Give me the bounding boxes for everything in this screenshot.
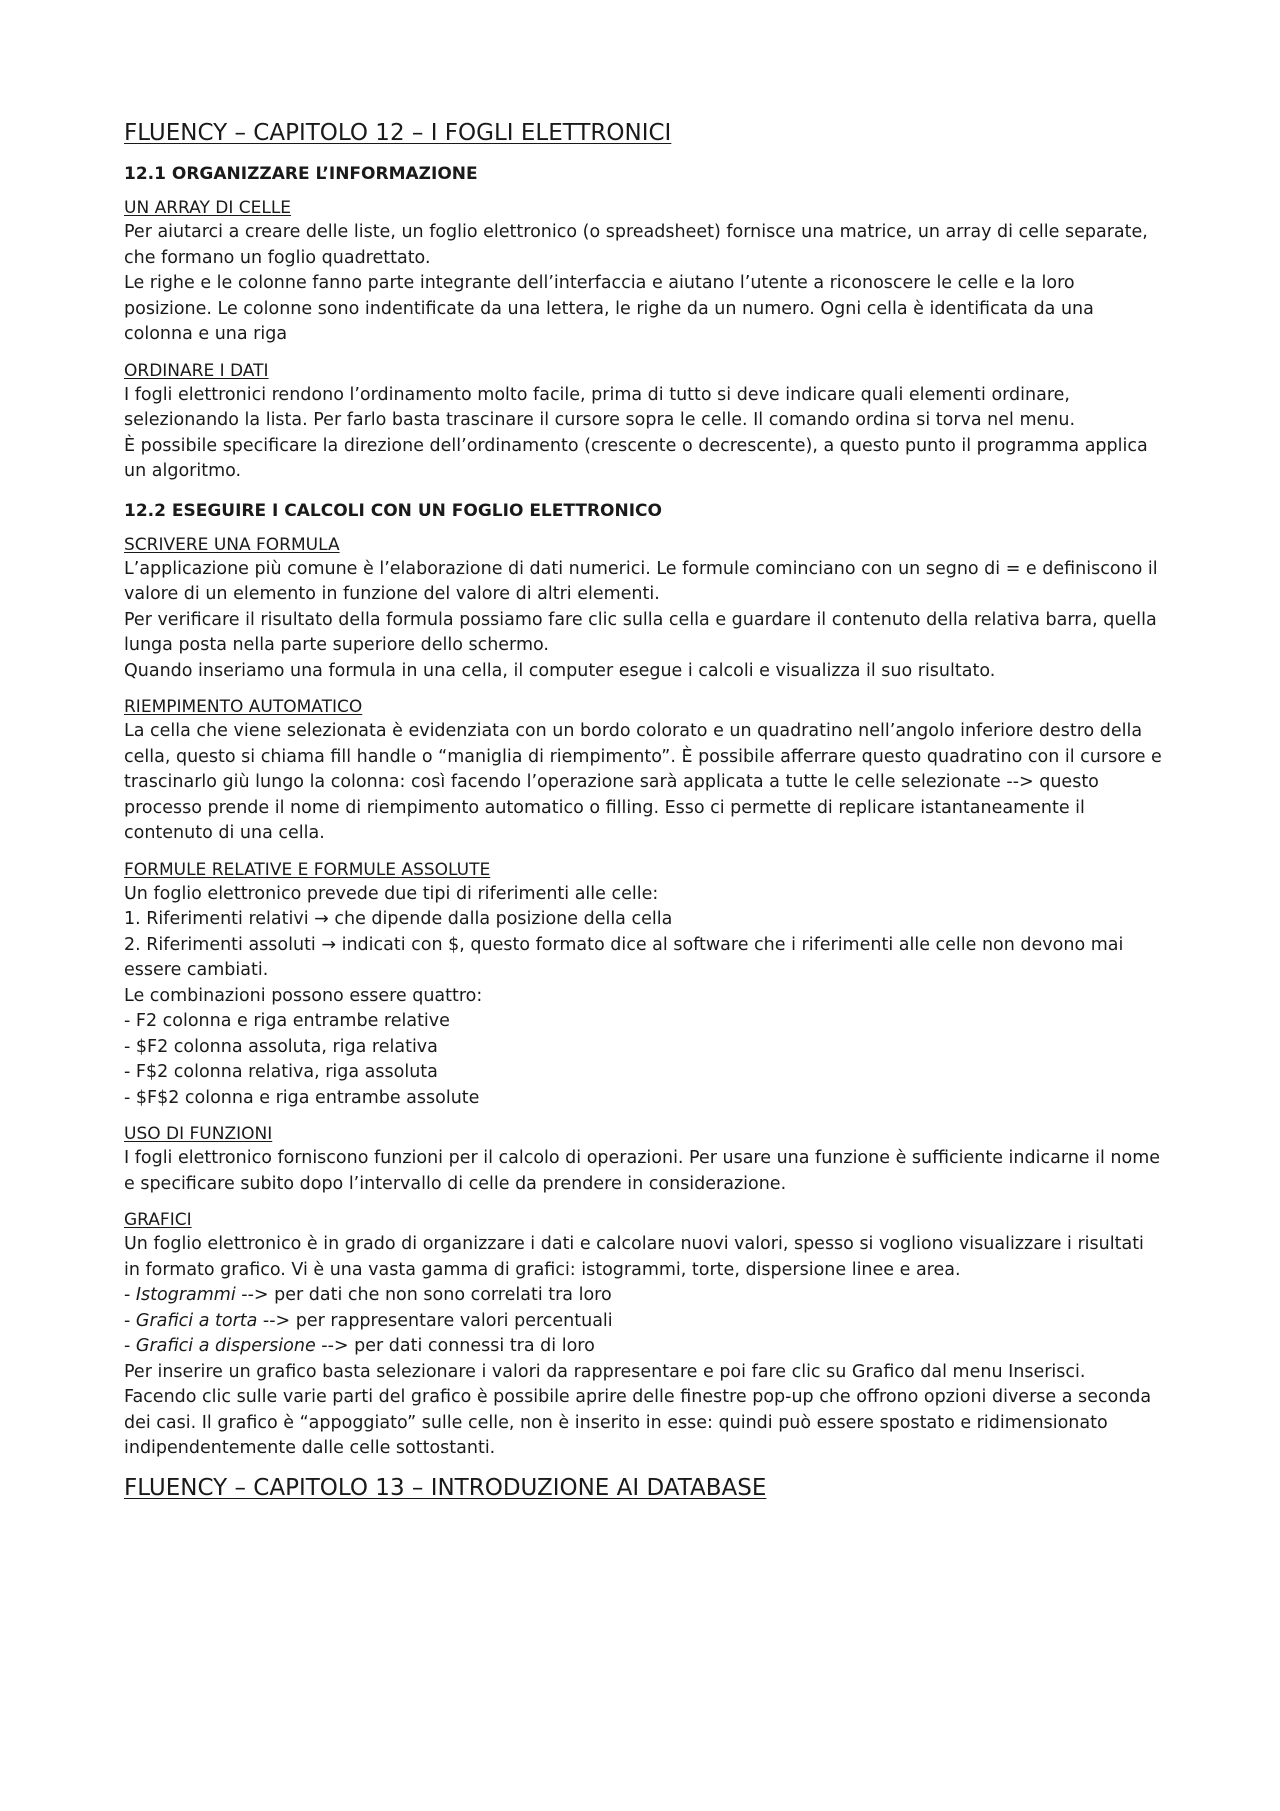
- charts-paragraph-2: Per inserire un grafico basta selezionare i valori da rappresentare e poi fare clic su Grafico dal menu Inserisci.: [124, 1361, 1086, 1382]
- relative-paragraph-2: 1. Riferimenti relativi → che dipende dalla posizione della cella: [124, 909, 673, 929]
- chapter-12-title: FLUENCY – CAPITOLO 12 – I FOGLI ELETTRONICI: [124, 120, 672, 146]
- charts-list-item-2: [124, 1309, 1164, 1335]
- section-12-2-title: 12.2 ESEGUIRE I CALCOLI CON UN FOGLIO ELETTRONICO: [124, 500, 662, 521]
- list-dash: -: [124, 1285, 136, 1305]
- functions-title: USO DI FUNZIONI: [124, 1124, 273, 1144]
- list-dash: -: [124, 1336, 136, 1356]
- relative-item-4: - $F$2 colonna e riga entrambe assolute: [124, 1087, 480, 1108]
- charts-list-item-3: [124, 1334, 1164, 1360]
- autofill-block: [124, 695, 1164, 847]
- relative-title: FORMULE RELATIVE E FORMULE ASSOLUTE: [124, 859, 491, 880]
- relative-paragraph-4: Le combinazioni possono essere quattro:: [124, 985, 483, 1006]
- formula-title: SCRIVERE UNA FORMULA: [124, 534, 340, 555]
- relative-paragraph-1: Un foglio elettronico prevede due tipi di riferimenti alle celle:: [124, 883, 659, 904]
- charts-paragraph-1: Un foglio elettronico è in grado di organizzare i dati e calcolare nuovi valori, spesso si vogliono visualizzare i risultati in formato grafico. Vi è una vasta gamma di grafici: istogrammi, torte, dispersione linee e area.: [124, 1234, 1144, 1280]
- chart-type-description: --> per dati che non sono correlati tra loro: [235, 1285, 612, 1305]
- array-block: [124, 196, 1164, 348]
- document-page: [124, 118, 1164, 1503]
- chart-type-description: --> per rappresentare valori percentuali: [257, 1310, 613, 1331]
- chart-type-term: Grafici a dispersione: [135, 1336, 316, 1356]
- charts-block: [124, 1208, 1164, 1462]
- sort-title: ORDINARE I DATI: [124, 360, 269, 381]
- chart-type-term: Grafici a torta: [135, 1310, 258, 1331]
- section-12-1-title: 12.1 ORGANIZZARE L’INFORMAZIONE: [124, 164, 478, 184]
- relative-paragraph-3: 2. Riferimenti assoluti → indicati con $, questo formato dice al software che i riferimenti alle celle non devono mai essere cambiati.: [124, 934, 1124, 980]
- autofill-paragraph: La cella che viene selezionata è evidenziata con un bordo colorato e un quadratino nell’angolo inferiore destro della cella, questo si chiama fill handle o “maniglia di riempimento”. È possibile afferrare questo quadratino con il cursore e trascinarlo giù lungo la colonna: così facendo l’operazione sarà applicata a tutte le celle selezionate --> questo processo prende il nome di riempimento automatico o filling. Esso ci permette di replicare istantaneamente il contenuto di una cella.: [124, 721, 1162, 843]
- formula-paragraph-2: Per verificare il risultato della formula possiamo fare clic sulla cella e guardare il contenuto della relativa barra, quella lunga posta nella parte superiore dello schermo.: [124, 609, 1157, 655]
- sort-paragraph-1: I fogli elettronici rendono l’ordinamento molto facile, prima di tutto si deve indicare quali elementi ordinare, selezionando la lista. Per farlo basta trascinare il cursore sopra le celle. Il comando ordina si torva nel menu.: [124, 384, 1076, 430]
- charts-title: GRAFICI: [124, 1210, 192, 1230]
- functions-paragraph: I fogli elettronico forniscono funzioni per il calcolo di operazioni. Per usare una funzione è sufficiente indicarne il nome e specificare subito dopo l’intervallo di celle da prendere in considerazione.: [124, 1148, 1161, 1194]
- chart-type-description: --> per dati connessi tra di loro: [315, 1336, 595, 1356]
- autofill-title: RIEMPIMENTO AUTOMATICO: [124, 697, 363, 717]
- array-paragraph-1: Per aiutarci a creare delle liste, un foglio elettronico (o spreadsheet) fornisce una matrice, un array di celle separate, che formano un foglio quadrettato.: [124, 222, 1148, 268]
- charts-paragraph-3: Facendo clic sulle varie parti del grafico è possibile aprire delle finestre pop-up che offrono opzioni diverse a seconda dei casi. Il grafico è “appoggiato” sulle celle, non è inserito in esse: quindi può essere spostato e ridimensionato indipendentemente dalle celle sottostanti.: [124, 1387, 1152, 1458]
- list-dash: -: [124, 1310, 136, 1331]
- formula-block: [124, 533, 1164, 685]
- formula-paragraph-1: L’applicazione più comune è l’elaborazione di dati numerici. Le formule cominciano con un segno di = e definiscono il valore di un elemento in funzione del valore di altri elementi.: [124, 558, 1158, 604]
- chart-type-term: Istogrammi: [135, 1285, 236, 1305]
- functions-block: [124, 1122, 1164, 1197]
- relative-block: [124, 858, 1164, 1112]
- array-title: UN ARRAY DI CELLE: [124, 198, 292, 218]
- formula-paragraph-3: Quando inseriamo una formula in una cella, il computer esegue i calcoli e visualizza il suo risultato.: [124, 660, 996, 681]
- relative-item-3: - F$2 colonna relativa, riga assoluta: [124, 1062, 438, 1082]
- sort-block: [124, 359, 1164, 485]
- relative-item-2: - $F2 colonna assoluta, riga relativa: [124, 1036, 438, 1057]
- relative-item-1: - F2 colonna e riga entrambe relative: [124, 1011, 450, 1031]
- array-paragraph-2: Le righe e le colonne fanno parte integrante dell’interfaccia e aiutano l’utente a riconoscere le celle e la loro posizione. Le colonne sono indentificate da una lettera, le righe da un numero. Ogni cella è identificata da una colonna e una riga: [124, 273, 1094, 344]
- chapter-13-title: FLUENCY – CAPITOLO 13 – INTRODUZIONE AI DATABASE: [124, 1474, 767, 1501]
- charts-list-item-1: [124, 1283, 1164, 1309]
- sort-paragraph-2: È possibile specificare la direzione dell’ordinamento (crescente o decrescente), a questo punto il programma applica un algoritmo.: [124, 435, 1148, 481]
